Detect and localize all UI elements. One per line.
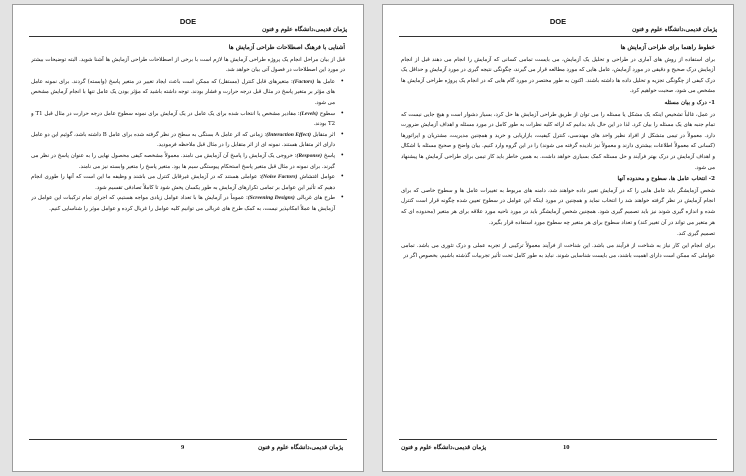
step-paragraph: در عمل، غالباً تشخیص اینکه یک مشکل یا مسئله را می توان از طریق طراحی آزمایش ها حل کرد، بسیار دشوار است و هیچ جایی نیست که تمام جنبه های یک مسئله را بیان کرد. لذا در این حال باید بدانیم که ارائه کلیه نظرات به طور کامل در مورد مسئله و اهداف آزمایش ضرورت دارد. معمولاً در تیمی متشکل از افراد نظیر واحد های مهندسی، کنترل کیفیت، بازاریابی و خرید و همچنین مدیریت، مشتریان و اپراتورها (کسانی که معمولاً اطلاعات بیشتری دارند و معمولاً نیز نادیده گرفته می شوند) را در این گروه وارد کنیم. بیان واضح و صحیح مسئله با اشکال و اهداف آزمایش در درک بهتر فرآیند و حل مسئله کمک بسیاری خواهد داشت. به همین خاطر باید کار تیمی برای طراحی آزمایش ها پیشنهاد می شود. xyxy=(401,111,715,171)
page-right xyxy=(382,4,734,472)
step-heading: 2- انتخاب عامل ها، سطوح و محدوده آنها xyxy=(617,176,715,183)
step-paragraph: برای انجام این کار نیاز به شناخت از فرآیند می باشد. این شناخت از فرآیند معمولاً ترکیبی از تجربه عملی و درک تئوری می باشد. تمامی عواملی که ممکن است دارای اهمیت باشند، می بایست شناسایی شوند. نباید به طور کامل تحت تأثیر تجربیات گذشته باشیم، بخصوص اگر در xyxy=(401,242,715,260)
footer-author: پژمان قدیمی،دانشگاه علوم و فنون xyxy=(257,445,343,451)
footer-rule xyxy=(29,439,347,440)
header-author: پژمان قدیمی،دانشگاه علوم و فنون xyxy=(261,27,347,33)
header-rule xyxy=(399,36,717,37)
intro-paragraph: قبل از بیان مراحل انجام یک پروژه طراحی آزمایش ها لازم است با برخی از اصطلاحات طراحی آزمایش ها آشنا شوید. البته توضیحات بیشتر در مورد این اصطلاحات در فصول آتی بیان خواهد شد. xyxy=(31,56,345,74)
step-heading: 1- درک و بیان مسئله xyxy=(664,99,715,106)
section-heading: خطوط راهنما برای طراحی آزمایش ها xyxy=(620,44,715,51)
intro-paragraph: برای استفاده از روش های آماری در طراحی و تحلیل یک آزمایش، می بایست تمامی کسانی که آزمایش را انجام می دهند قبل از انجام آزمایش درک صحیح و دقیقی در مورد آزمایش، عامل هایی که مورد مطالعه قرار می گیرند، چگونگی نتیجه گیری در مورد آزمایش و حداقل یک درک کیفی از چگونگی تجزیه و تحلیل داده ها داشته باشند. اکنون به طور مختصر در مورد گام هایی که در انجام یک پروژه طراحی آزمایش ها مشخص می شود، صحبت خواهیم کرد. xyxy=(401,56,715,95)
section-heading: آشنایی با فرهنگ اصطلاحات طراحی آزمایش ها xyxy=(228,44,345,51)
header-rule xyxy=(29,36,347,37)
bullet-icon: • xyxy=(340,151,344,159)
header-author: پژمان قدیمی،دانشگاه علوم و فنون xyxy=(631,27,717,33)
term-item: • پاسخ (Response): خروجی یک آزمایش را پاسخ آن آزمایش می نامند. معمولاً مشخصه کیفی محصول نهایی را به عنوان پاسخ در نظر می گیرند. برای نمونه در مثال قبل متغیر پاسخ استحکام پیوستگی سیم ها بود. متغیر پاسخ را متغیر وابسته نیز می نامند. xyxy=(31,151,344,170)
term-item: • سطوح (Levels): مقادیر مشخص یا انتخاب شده برای یک عامل در یک آزمایش برای نمونه سطوح عامل درجه حرارت در مثال قبل T1 و T2 بودند. xyxy=(31,109,344,128)
terms-list xyxy=(31,77,345,215)
page-left xyxy=(12,4,364,472)
bullet-icon: • xyxy=(340,130,344,138)
step-paragraph: شخص آزمایشگر باید عامل هایی را که در آزمایش تغییر داده خواهند شد، دامنه های مربوط به تغییرات عامل ها و سطوح خاصی که برای انجام آزمایش در نظر گرفته خواهند شد را انتخاب نماید و همچنین در مورد اینکه این عوامل در سطوح تعیین شده چگونه قرار است کنترل شده و اندازه گیری شوند نیز باید تصمیم گیری شود. همچنین شخص آزمایشگر باید در مورد ناحیه مورد علاقه برای هر متغیر (محدوده ای که هر متغیر می تواند در آن تغییر کند) و تعداد سطوح برای هر متغیر چه سطوح مورد استفاده قرار بگیرد. xyxy=(401,187,715,226)
term-item: • عوامل اغتشاش (Noise Factors): عواملی هستند که در آزمایش غیرقابل کنترل می باشند و وظیفه ما این است که آنها را طوری انجام دهیم که تأثیر این عوامل بر تمامی تکرارهای آزمایش به طور یکسان پخش شود تا کاملاً تصادفی تقسیم شود. xyxy=(31,173,344,191)
term-item: • طرح های غربالی (Screening Designs): عموماً در آزمایش ها با تعداد عوامل زیادی مواجه هستیم، که اجرای تمام ترکیبات این عوامل در آزمایش ها عملاً امکانپذیر نیست، به کمک طرح های غربالی می توانیم کلیه عوامل را غربال کرده و عوامل موثر را شناسایی کنیم. xyxy=(31,194,344,212)
bullet-icon: • xyxy=(340,77,344,85)
term-item: • عامل ها (Factors): متغیرهای قابل کنترل (مستقل) که ممکن است باعث ایجاد تغییر در متغیر پاسخ (وابسته) گردند. برای نمونه عامل های مؤثر بر متغیر پاسخ در مثال قبل درجه حرارت و فشار بودند. توجه داشته باشید که مؤثر بودن یک عامل تنها با انجام آزمایش مشخص می شود. xyxy=(31,77,344,106)
term-item: • اثر متقابل (Interaction Effect): زمانی که اثر عامل A بستگی به سطح در نظر گرفته شده برای عامل B داشته باشد، گوئیم این دو عامل دارای اثر متقابل هستند. نمونه ای از اثر متقابل را در مثال قبل ملاحظه فرمودید. xyxy=(31,130,344,149)
bullet-icon: • xyxy=(340,194,344,202)
footer-rule xyxy=(399,439,717,440)
bullet-icon: • xyxy=(340,109,344,117)
bullet-icon: • xyxy=(340,173,344,181)
page-number: 10 xyxy=(563,444,570,451)
page-number: 9 xyxy=(181,444,185,451)
header-title: DOE xyxy=(549,17,567,26)
step-subheading: تصمیم گیری کند. xyxy=(676,231,715,238)
page-body xyxy=(31,42,345,431)
footer-author: پژمان قدیمی،دانشگاه علوم و فنون xyxy=(401,445,487,451)
header-title: DOE xyxy=(179,17,197,26)
page-body xyxy=(401,42,715,431)
